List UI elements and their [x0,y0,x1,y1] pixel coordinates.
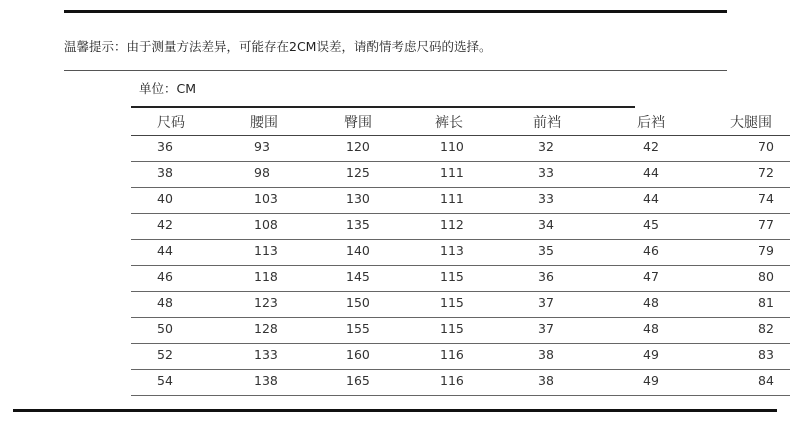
cell-hip [317,370,412,396]
cell-length [412,240,501,266]
cell-value: 115 [440,269,464,284]
cell-value: 48 [643,295,659,310]
header-length: 裤长 [412,108,501,136]
cell-value: 130 [346,191,370,206]
cell-size [131,188,223,214]
header-size: 尺码 [131,108,223,136]
cell-value: 81 [758,295,774,310]
cell-value: 98 [254,165,270,180]
cell-value: 115 [440,321,464,336]
cell-value: 35 [538,243,554,258]
cell-waist [223,266,317,292]
cell-value: 34 [538,217,554,232]
cell-size [131,214,223,240]
bottom-divider [13,409,777,412]
cell-value: 84 [758,373,774,388]
unit-label: 单位：CM [139,81,197,96]
cell-back-rise [605,136,707,162]
cell-value: 44 [643,191,659,206]
cell-value: 155 [346,321,370,336]
cell-back-rise [605,214,707,240]
table-row [131,162,790,188]
cell-size [131,266,223,292]
cell-value: 128 [254,321,278,336]
cell-size [131,240,223,266]
cell-value: 45 [643,217,659,232]
cell-front-rise [501,266,605,292]
cell-size [131,344,223,370]
cell-value: 36 [538,269,554,284]
cell-back-rise [605,188,707,214]
cell-waist [223,344,317,370]
table-row [131,370,790,396]
cell-value: 46 [643,243,659,258]
cell-thigh [707,214,790,240]
cell-value: 165 [346,373,370,388]
cell-value: 32 [538,139,554,154]
cell-value: 112 [440,217,464,232]
warm-tip-text: 温馨提示：由于测量方法差异，可能存在2CM误差，请酌情考虑尺码的选择。 [64,39,492,54]
cell-value: 42 [157,217,173,232]
cell-value: 116 [440,347,464,362]
cell-hip [317,240,412,266]
cell-value: 46 [157,269,173,284]
cell-hip [317,162,412,188]
cell-thigh [707,318,790,344]
cell-value: 37 [538,295,554,310]
cell-value: 150 [346,295,370,310]
cell-value: 82 [758,321,774,336]
cell-waist [223,214,317,240]
header-waist: 腰围 [223,108,317,136]
cell-value: 115 [440,295,464,310]
cell-front-rise [501,240,605,266]
table-row [131,240,790,266]
cell-value: 37 [538,321,554,336]
cell-value: 83 [758,347,774,362]
table-row [131,318,790,344]
cell-front-rise [501,318,605,344]
header-front-rise: 前裆 [501,108,605,136]
cell-waist [223,318,317,344]
cell-hip [317,318,412,344]
cell-value: 49 [643,347,659,362]
cell-value: 72 [758,165,774,180]
cell-waist [223,370,317,396]
cell-back-rise [605,344,707,370]
cell-thigh [707,188,790,214]
cell-value: 118 [254,269,278,284]
cell-length [412,370,501,396]
cell-value: 103 [254,191,278,206]
cell-value: 133 [254,347,278,362]
cell-hip [317,344,412,370]
cell-waist [223,292,317,318]
cell-value: 36 [157,139,173,154]
table-row [131,344,790,370]
cell-value: 38 [538,347,554,362]
cell-front-rise [501,188,605,214]
cell-length [412,344,501,370]
cell-front-rise [501,370,605,396]
cell-value: 140 [346,243,370,258]
cell-value: 123 [254,295,278,310]
cell-value: 42 [643,139,659,154]
cell-size [131,162,223,188]
cell-value: 49 [643,373,659,388]
cell-value: 93 [254,139,270,154]
cell-value: 44 [643,165,659,180]
table-row [131,292,790,318]
cell-waist [223,188,317,214]
cell-value: 108 [254,217,278,232]
table-row [131,266,790,292]
cell-value: 33 [538,165,554,180]
cell-value: 111 [440,165,464,180]
table-row [131,136,790,162]
table-row [131,188,790,214]
cell-value: 74 [758,191,774,206]
cell-front-rise [501,136,605,162]
cell-back-rise [605,292,707,318]
cell-hip [317,266,412,292]
cell-value: 113 [440,243,464,258]
header-thigh: 大腿围 [707,108,790,136]
cell-value: 138 [254,373,278,388]
cell-size [131,136,223,162]
cell-front-rise [501,162,605,188]
cell-waist [223,136,317,162]
cell-value: 125 [346,165,370,180]
cell-thigh [707,266,790,292]
cell-value: 79 [758,243,774,258]
cell-value: 48 [157,295,173,310]
top-divider [64,10,727,13]
cell-value: 52 [157,347,173,362]
cell-length [412,214,501,240]
cell-value: 111 [440,191,464,206]
cell-front-rise [501,292,605,318]
size-chart-body [131,136,790,396]
header-row [131,108,790,136]
cell-size [131,318,223,344]
cell-front-rise [501,214,605,240]
cell-back-rise [605,318,707,344]
cell-back-rise [605,370,707,396]
cell-value: 40 [157,191,173,206]
cell-value: 50 [157,321,173,336]
cell-thigh [707,292,790,318]
cell-value: 135 [346,217,370,232]
cell-waist [223,162,317,188]
cell-length [412,136,501,162]
cell-front-rise [501,344,605,370]
cell-value: 113 [254,243,278,258]
cell-value: 48 [643,321,659,336]
cell-value: 145 [346,269,370,284]
cell-hip [317,214,412,240]
header-back-rise: 后裆 [605,108,707,136]
cell-value: 160 [346,347,370,362]
cell-thigh [707,136,790,162]
cell-back-rise [605,266,707,292]
cell-hip [317,292,412,318]
cell-value: 70 [758,139,774,154]
cell-value: 33 [538,191,554,206]
cell-hip [317,136,412,162]
cell-thigh [707,162,790,188]
cell-size [131,370,223,396]
cell-length [412,266,501,292]
cell-value: 44 [157,243,173,258]
cell-length [412,188,501,214]
cell-size [131,292,223,318]
table-row [131,214,790,240]
cell-value: 47 [643,269,659,284]
cell-thigh [707,370,790,396]
cell-waist [223,240,317,266]
cell-thigh [707,240,790,266]
size-chart-table [131,108,790,396]
tip-divider [64,70,727,71]
cell-hip [317,188,412,214]
cell-length [412,292,501,318]
header-hip: 臀围 [317,108,412,136]
cell-value: 110 [440,139,464,154]
cell-thigh [707,344,790,370]
cell-value: 38 [157,165,173,180]
cell-length [412,162,501,188]
size-chart-header [131,108,790,136]
cell-value: 38 [538,373,554,388]
cell-back-rise [605,240,707,266]
cell-back-rise [605,162,707,188]
cell-value: 54 [157,373,173,388]
cell-value: 77 [758,217,774,232]
cell-value: 116 [440,373,464,388]
cell-length [412,318,501,344]
cell-value: 80 [758,269,774,284]
cell-value: 120 [346,139,370,154]
